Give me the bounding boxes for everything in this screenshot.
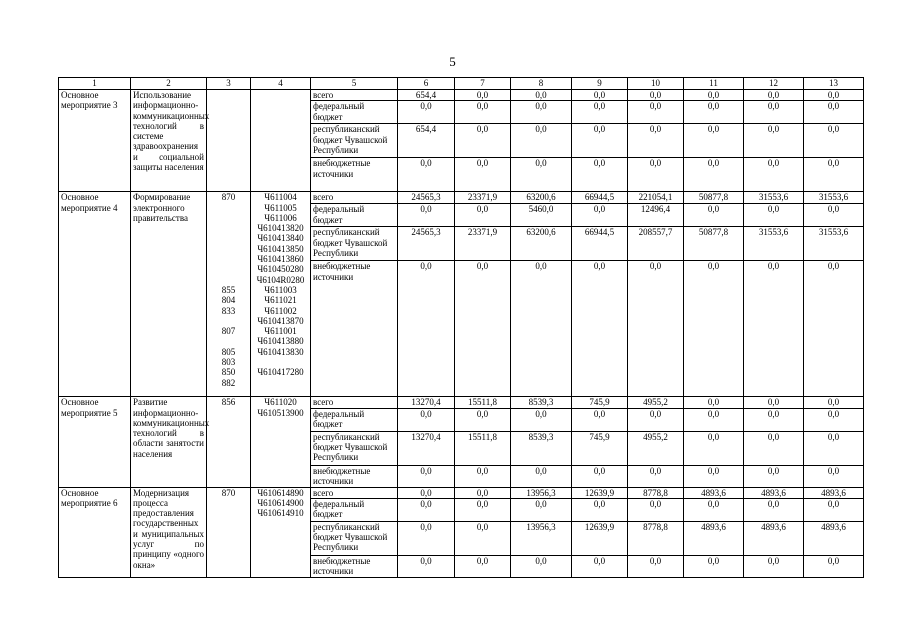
- value-cell: 0,0: [744, 397, 804, 408]
- table-row: [59, 90, 864, 101]
- code-4: Ч610614890: [257, 487, 304, 498]
- value-cell: 4893,6: [684, 521, 744, 555]
- value-cell: 745,9: [572, 397, 628, 408]
- funding-source-cell: федеральный бюджет: [311, 204, 398, 227]
- code-3: 850: [221, 367, 236, 378]
- event-description: Развитие информационно-коммуникационных технологий в области занятости населения: [133, 397, 210, 459]
- value-cell: 0,0: [572, 498, 628, 521]
- value-cell: 0,0: [455, 555, 511, 577]
- value-cell: 50877,8: [684, 227, 744, 261]
- value-cell: 0,0: [455, 90, 511, 101]
- code-4: Ч611002: [264, 305, 297, 316]
- value-cell: 0,0: [511, 124, 572, 158]
- code-4: Ч610413860: [257, 254, 304, 265]
- value-cell: 0,0: [511, 261, 572, 397]
- value-cell: 0,0: [455, 408, 511, 431]
- value-cell: 0,0: [511, 498, 572, 521]
- code-column-4-cell: [251, 90, 311, 192]
- header-cell: 7: [455, 78, 511, 90]
- code-4: Ч611005: [264, 202, 297, 213]
- value-cell: 12496,4: [628, 204, 684, 227]
- code-4: [251, 357, 310, 367]
- value-cell: 0,0: [684, 204, 744, 227]
- value-cell: 0,0: [455, 487, 511, 498]
- value-cell: 745,9: [572, 431, 628, 465]
- code-column-3-cell: [207, 487, 251, 577]
- header-cell: 4: [251, 78, 311, 90]
- code-4: Ч610614900: [257, 497, 304, 508]
- value-cell: 8539,3: [511, 397, 572, 408]
- code-4: Ч6104R0280: [256, 274, 305, 285]
- table-row: [59, 397, 864, 408]
- header-cell: 1: [59, 78, 131, 90]
- value-cell: 0,0: [398, 261, 455, 397]
- value-cell: 0,0: [744, 204, 804, 227]
- value-cell: 0,0: [398, 204, 455, 227]
- value-cell: 31553,6: [744, 192, 804, 204]
- header-cell: 13: [804, 78, 864, 90]
- code-4: Ч611004: [264, 192, 297, 203]
- header-cell: 9: [572, 78, 628, 90]
- funding-source-cell: внебюджетные источники: [311, 465, 398, 487]
- value-cell: 0,0: [804, 498, 864, 521]
- value-cell: 0,0: [804, 408, 864, 431]
- value-cell: 0,0: [744, 465, 804, 487]
- code-3: [207, 244, 250, 254]
- event-description-cell: [131, 487, 207, 577]
- value-cell: 12639,9: [572, 521, 628, 555]
- value-cell: 0,0: [804, 124, 864, 158]
- value-cell: 0,0: [684, 431, 744, 465]
- event-name: Основное мероприятие 5: [61, 397, 118, 418]
- event-name-cell: [59, 487, 131, 577]
- funding-source-cell: внебюджетные источники: [311, 261, 398, 397]
- value-cell: 0,0: [684, 498, 744, 521]
- value-cell: 0,0: [398, 465, 455, 487]
- value-cell: 0,0: [572, 555, 628, 577]
- code-3: 803: [221, 357, 236, 368]
- value-cell: 0,0: [511, 158, 572, 192]
- value-cell: 8778,8: [628, 487, 684, 498]
- event-name-cell: [59, 397, 131, 487]
- code-column-4-cell: [251, 192, 311, 397]
- event-description: Модернизация процесса предоставления государственных и муниципальных услуг по принципу «одного окна»: [133, 487, 204, 570]
- value-cell: 0,0: [455, 101, 511, 124]
- value-cell: 4893,6: [804, 521, 864, 555]
- value-cell: 4893,6: [744, 487, 804, 498]
- value-cell: 0,0: [398, 498, 455, 521]
- header-cell: 12: [744, 78, 804, 90]
- funding-source-cell: внебюджетные источники: [311, 555, 398, 577]
- code-4: Ч610417280: [257, 367, 304, 378]
- value-cell: 0,0: [684, 408, 744, 431]
- page-number: 5: [449, 54, 456, 69]
- value-cell: 4955,2: [628, 397, 684, 408]
- funding-source-cell: федеральный бюджет: [311, 498, 398, 521]
- value-cell: 0,0: [684, 555, 744, 577]
- value-cell: 0,0: [455, 521, 511, 555]
- value-cell: 654,4: [398, 124, 455, 158]
- code-column-4-cell: [251, 397, 311, 487]
- header-cell: 10: [628, 78, 684, 90]
- value-cell: 654,4: [398, 90, 455, 101]
- value-cell: 0,0: [572, 90, 628, 101]
- code-3: [207, 254, 250, 264]
- value-cell: 0,0: [511, 465, 572, 487]
- event-description: Формирование электронного правительства: [133, 192, 191, 223]
- code-4: Ч610413820: [257, 223, 304, 234]
- value-cell: 24565,3: [398, 227, 455, 261]
- value-cell: 0,0: [398, 158, 455, 192]
- value-cell: 12639,9: [572, 487, 628, 498]
- code-3: [207, 233, 250, 243]
- value-cell: 23371,9: [455, 192, 511, 204]
- code-4: Ч610413880: [257, 336, 304, 347]
- code-3: [207, 264, 250, 274]
- funding-source-cell: всего: [311, 487, 398, 498]
- value-cell: 8778,8: [628, 521, 684, 555]
- value-cell: 0,0: [628, 555, 684, 577]
- event-description-cell: [131, 192, 207, 397]
- code-3: 807: [221, 326, 236, 337]
- code-3: [207, 316, 250, 326]
- code-column-3-cell: [207, 397, 251, 487]
- value-cell: 23371,9: [455, 227, 511, 261]
- value-cell: 0,0: [455, 465, 511, 487]
- value-cell: 221054,1: [628, 192, 684, 204]
- value-cell: 0,0: [511, 90, 572, 101]
- code-4: Ч611020: [264, 397, 297, 408]
- value-cell: 66944,5: [572, 192, 628, 204]
- value-cell: 0,0: [804, 261, 864, 397]
- value-cell: 50877,8: [684, 192, 744, 204]
- code-3: 870: [221, 487, 236, 498]
- event-name: Основное мероприятие 3: [61, 90, 118, 111]
- code-3: [207, 203, 250, 213]
- header-row: [59, 78, 864, 90]
- funding-source-cell: внебюджетные источники: [311, 158, 398, 192]
- funding-source-cell: федеральный бюджет: [311, 101, 398, 124]
- value-cell: 0,0: [684, 261, 744, 397]
- value-cell: 4893,6: [804, 487, 864, 498]
- value-cell: 8539,3: [511, 431, 572, 465]
- funding-source-cell: республиканский бюджет Чувашской Республики: [311, 521, 398, 555]
- value-cell: 0,0: [628, 465, 684, 487]
- value-cell: 0,0: [628, 124, 684, 158]
- value-cell: 0,0: [744, 158, 804, 192]
- code-3: [207, 336, 250, 346]
- event-name: Основное мероприятие 4: [61, 192, 118, 213]
- value-cell: 0,0: [511, 101, 572, 124]
- header-cell: 3: [207, 78, 251, 90]
- value-cell: 0,0: [684, 465, 744, 487]
- value-cell: 31553,6: [804, 227, 864, 261]
- event-name: Основное мероприятие 6: [61, 487, 118, 508]
- code-3: 855: [221, 284, 236, 295]
- table-row: [59, 192, 864, 204]
- value-cell: 0,0: [511, 555, 572, 577]
- header-cell: 2: [131, 78, 207, 90]
- value-cell: 0,0: [455, 204, 511, 227]
- code-4: Ч610614910: [257, 508, 304, 519]
- value-cell: 0,0: [804, 397, 864, 408]
- table-row: [59, 487, 864, 498]
- code-3: 870: [221, 192, 236, 203]
- code-3: 856: [221, 397, 236, 408]
- code-4: Ч610513900: [257, 407, 304, 418]
- funding-source-cell: всего: [311, 397, 398, 408]
- code-4: Ч610450280: [257, 264, 304, 275]
- value-cell: 0,0: [455, 498, 511, 521]
- value-cell: 0,0: [455, 124, 511, 158]
- value-cell: 0,0: [744, 261, 804, 397]
- value-cell: 0,0: [684, 90, 744, 101]
- funding-source-cell: федеральный бюджет: [311, 408, 398, 431]
- code-3: [207, 213, 250, 223]
- code-4: Ч610413870: [257, 315, 304, 326]
- value-cell: 0,0: [744, 408, 804, 431]
- code-3: 805: [221, 346, 236, 357]
- value-cell: 0,0: [398, 408, 455, 431]
- value-cell: 0,0: [398, 521, 455, 555]
- value-cell: 0,0: [628, 158, 684, 192]
- value-cell: 0,0: [804, 90, 864, 101]
- code-3: [207, 223, 250, 233]
- value-cell: 31553,6: [744, 227, 804, 261]
- code-4: Ч611006: [264, 212, 297, 223]
- value-cell: 0,0: [744, 555, 804, 577]
- value-cell: 0,0: [804, 158, 864, 192]
- code-3: [207, 275, 250, 285]
- value-cell: 0,0: [398, 101, 455, 124]
- value-cell: 208557,7: [628, 227, 684, 261]
- code-4: Ч610413850: [257, 243, 304, 254]
- value-cell: 13270,4: [398, 397, 455, 408]
- value-cell: 4893,6: [684, 487, 744, 498]
- code-column-4-cell: [251, 487, 311, 577]
- header-cell: 11: [684, 78, 744, 90]
- value-cell: 0,0: [455, 261, 511, 397]
- value-cell: 13956,3: [511, 521, 572, 555]
- value-cell: 63200,6: [511, 192, 572, 204]
- value-cell: 0,0: [744, 498, 804, 521]
- value-cell: 0,0: [804, 101, 864, 124]
- event-name-cell: [59, 192, 131, 397]
- value-cell: 0,0: [572, 158, 628, 192]
- code-4: Ч611001: [264, 326, 297, 337]
- code-4: Ч610413840: [257, 233, 304, 244]
- budget-table: [58, 77, 864, 578]
- value-cell: 0,0: [628, 101, 684, 124]
- value-cell: 0,0: [684, 124, 744, 158]
- code-3: 833: [221, 305, 236, 316]
- value-cell: 0,0: [572, 101, 628, 124]
- value-cell: 0,0: [455, 158, 511, 192]
- value-cell: 0,0: [804, 465, 864, 487]
- funding-source-cell: республиканский бюджет Чувашской Республики: [311, 431, 398, 465]
- funding-source-cell: всего: [311, 192, 398, 204]
- value-cell: 0,0: [744, 124, 804, 158]
- event-name-cell: [59, 90, 131, 192]
- value-cell: 63200,6: [511, 227, 572, 261]
- value-cell: 0,0: [684, 397, 744, 408]
- funding-source-cell: республиканский бюджет Чувашской Республики: [311, 227, 398, 261]
- code-3: 804: [221, 295, 236, 306]
- value-cell: 0,0: [398, 555, 455, 577]
- value-cell: 0,0: [804, 204, 864, 227]
- value-cell: 0,0: [572, 465, 628, 487]
- value-cell: 24565,3: [398, 192, 455, 204]
- value-cell: 0,0: [804, 431, 864, 465]
- header-cell: 5: [311, 78, 398, 90]
- value-cell: 66944,5: [572, 227, 628, 261]
- code-4: [251, 378, 310, 388]
- header-cell: 8: [511, 78, 572, 90]
- value-cell: 4893,6: [744, 521, 804, 555]
- value-cell: 0,0: [684, 101, 744, 124]
- value-cell: 4955,2: [628, 431, 684, 465]
- value-cell: 0,0: [744, 431, 804, 465]
- value-cell: 0,0: [398, 487, 455, 498]
- event-description-cell: [131, 90, 210, 192]
- code-3: 882: [221, 377, 236, 388]
- code-column-3-cell: [207, 192, 251, 397]
- value-cell: 0,0: [572, 408, 628, 431]
- value-cell: 0,0: [628, 498, 684, 521]
- value-cell: 0,0: [511, 408, 572, 431]
- value-cell: 0,0: [744, 101, 804, 124]
- funding-source-cell: республиканский бюджет Чувашской Республики: [311, 124, 398, 158]
- value-cell: 13956,3: [511, 487, 572, 498]
- funding-source-cell: всего: [311, 90, 398, 101]
- code-column-3-cell: [207, 90, 251, 192]
- value-cell: 0,0: [572, 204, 628, 227]
- value-cell: 0,0: [628, 408, 684, 431]
- value-cell: 5460,0: [511, 204, 572, 227]
- value-cell: 0,0: [572, 124, 628, 158]
- event-description: Использование информационно-коммуникационных технологий в системе здравоохранения и социальной защиты населения: [133, 90, 210, 173]
- value-cell: 0,0: [628, 261, 684, 397]
- code-4: Ч611003: [264, 284, 297, 295]
- value-cell: 0,0: [628, 90, 684, 101]
- value-cell: 0,0: [572, 261, 628, 397]
- value-cell: 0,0: [684, 158, 744, 192]
- header-cell: 6: [398, 78, 455, 90]
- event-description-cell: [131, 397, 210, 487]
- value-cell: 0,0: [744, 90, 804, 101]
- value-cell: 15511,8: [455, 431, 511, 465]
- code-4: Ч610413830: [257, 346, 304, 357]
- value-cell: 15511,8: [455, 397, 511, 408]
- value-cell: 31553,6: [804, 192, 864, 204]
- value-cell: 0,0: [804, 555, 864, 577]
- value-cell: 13270,4: [398, 431, 455, 465]
- code-4: Ч611021: [264, 295, 297, 306]
